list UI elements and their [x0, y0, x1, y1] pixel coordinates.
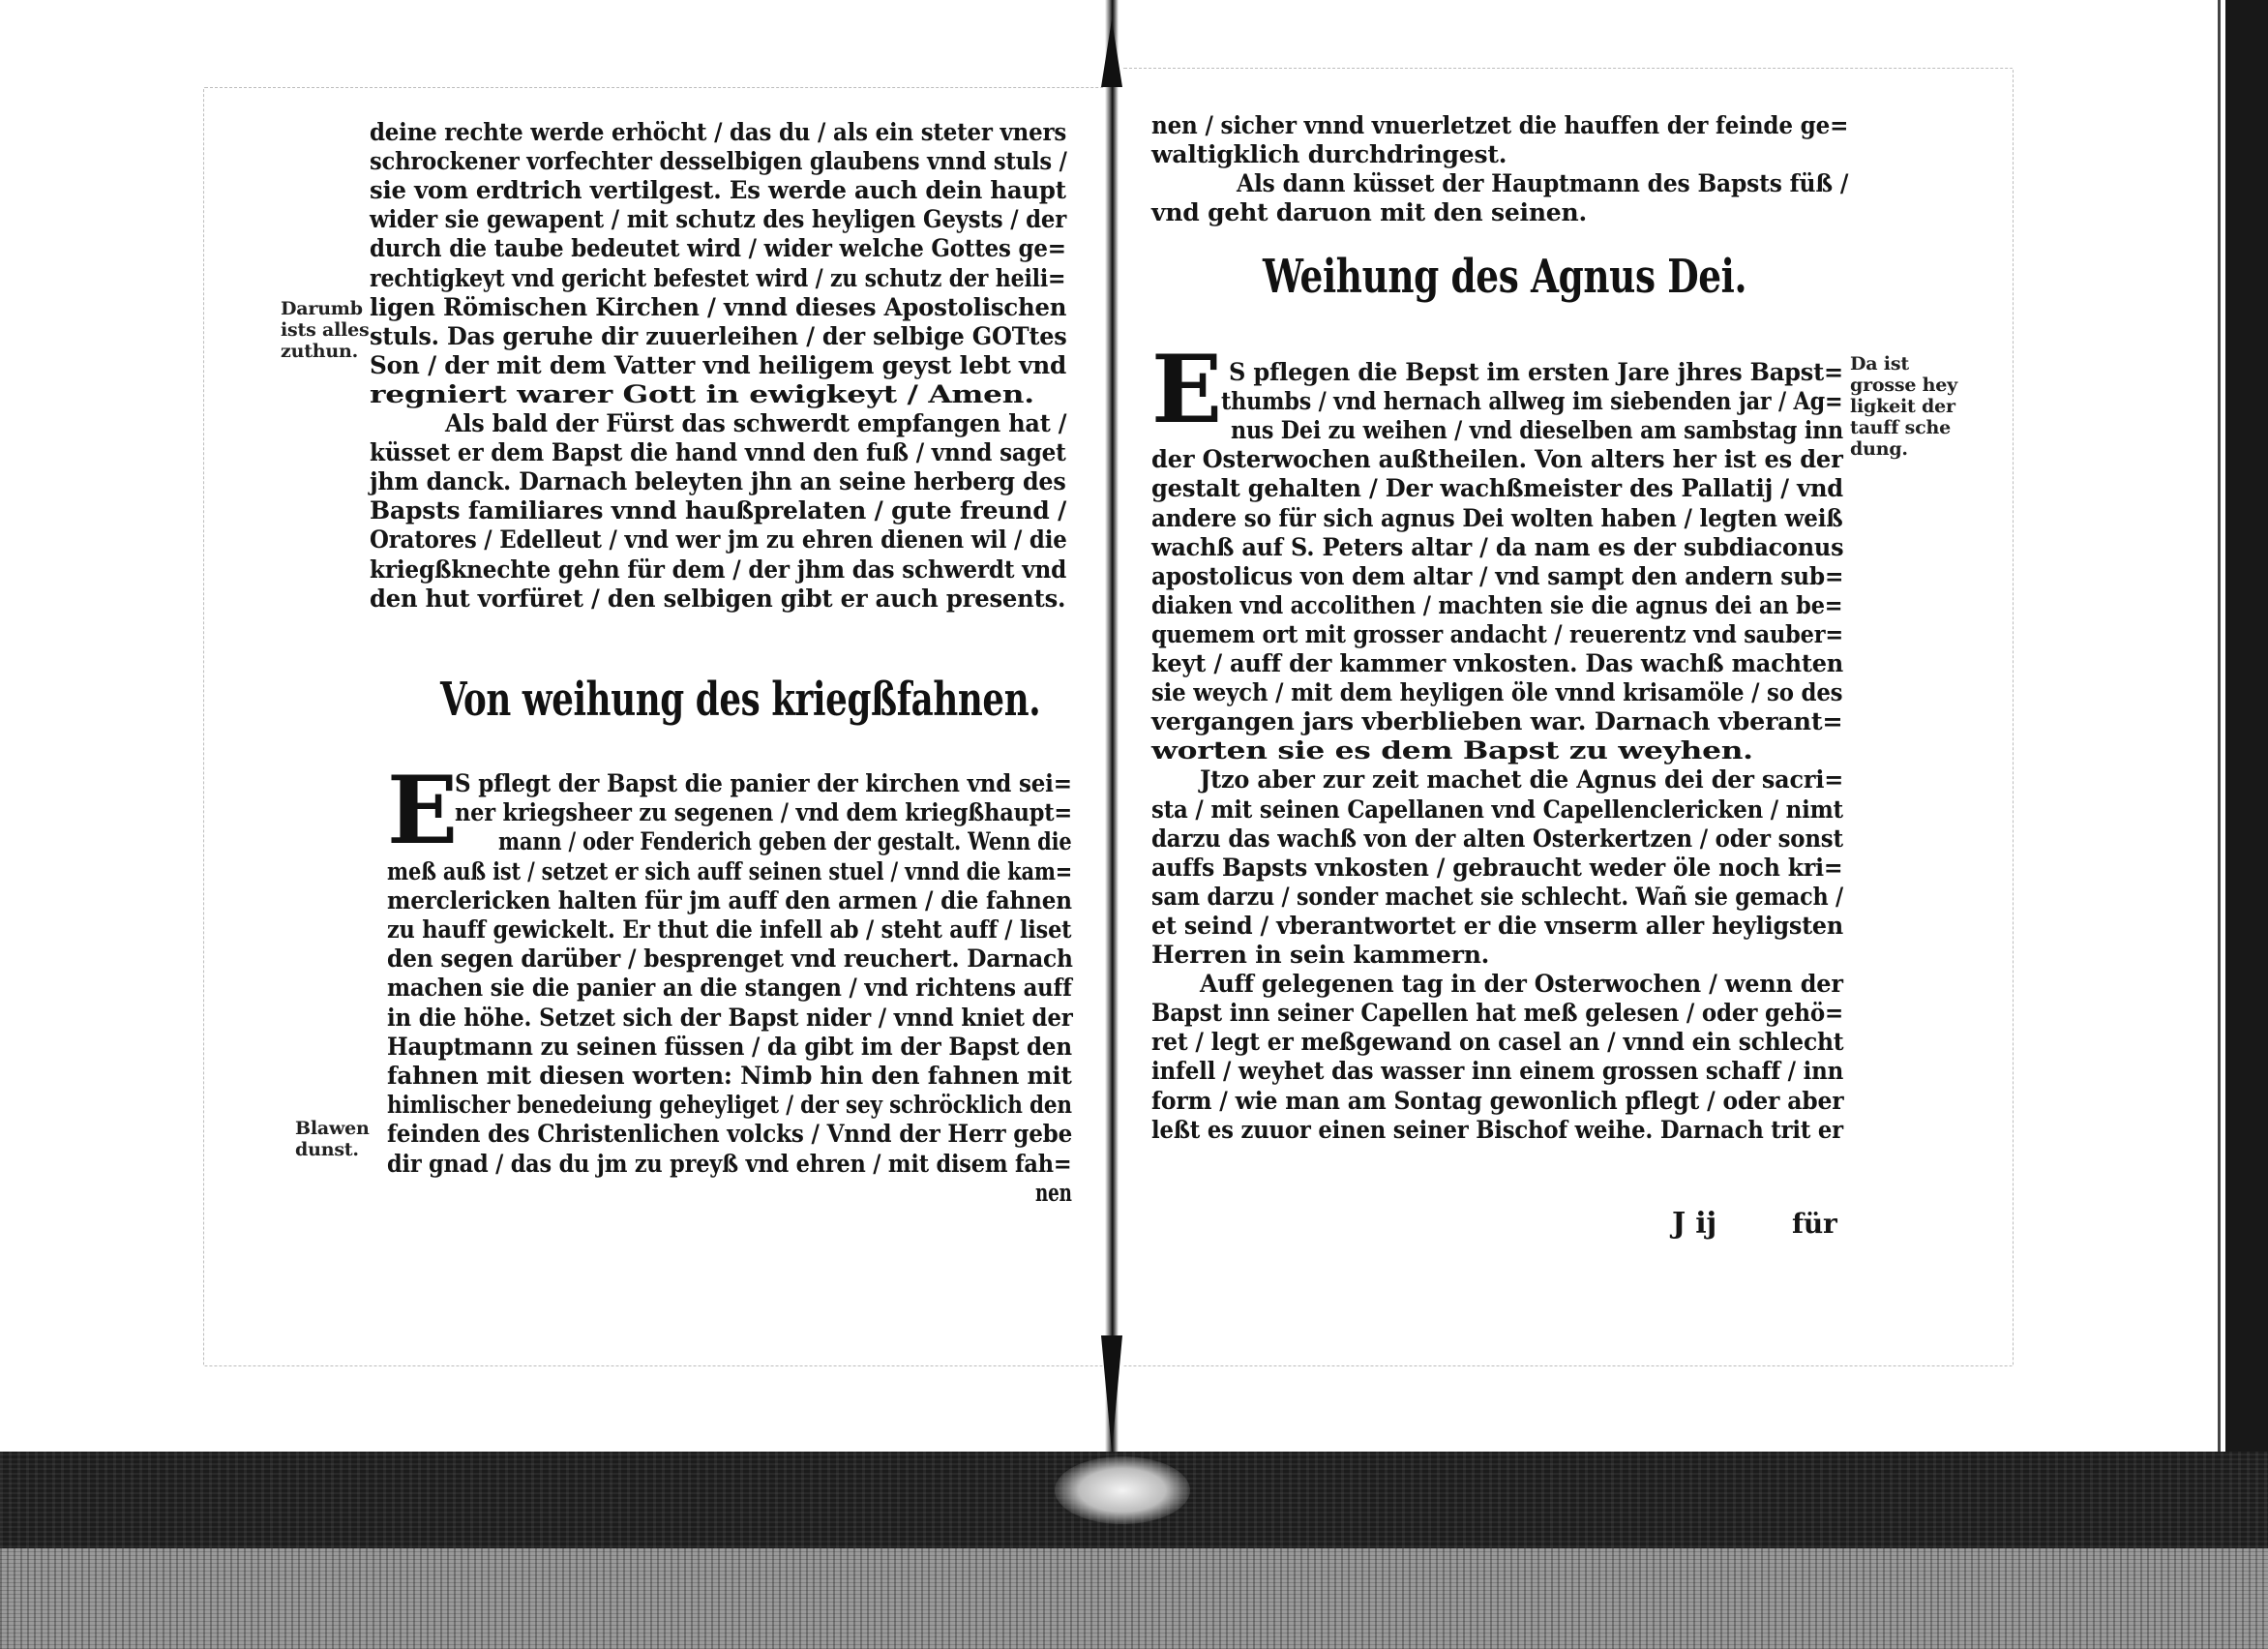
text-line: mann / oder Fenderich geben der gestalt. Wenn die — [498, 827, 1072, 856]
text-line: Oratores / Edelleut / vnd wer jm zu ehren dienen wil / die — [370, 525, 1067, 555]
text-line: fahnen mit diesen worten: Nimb hin den fahnen mit — [387, 1062, 1072, 1090]
text-line: nus Dei zu weihen / vnd dieselben am sambstag inn — [1231, 416, 1844, 445]
text-line: sam darzu / sonder machet sie schlecht. Wañ sie gemach / — [1151, 882, 1843, 911]
text-line: vergangen jars vberblieben war. Darnach vberant= — [1151, 707, 1843, 736]
margin-note-line: Darumb — [281, 298, 363, 319]
text-line: feinden des Christenlichen volcks / Vnnd der Herr gebe — [387, 1120, 1073, 1149]
text-line: merclericken halten für jm auff den armen / die fahnen — [387, 885, 1072, 914]
text-line: Auff gelegenen tag in der Osterwochen / wenn der — [1200, 970, 1843, 999]
text-line: wider sie gewapent / mit schutz des heyligen Geysts / der — [370, 205, 1067, 234]
text-line: worten sie es dem Bapst zu weyhen. — [1151, 736, 1753, 765]
text-line: sta / mit seinen Capellanen vnd Capellenclericken / nimt — [1151, 795, 1843, 824]
scanner-edge-line — [2218, 0, 2221, 1471]
text-line: gestalt gehalten / Der wachßmeister des Pallatij / vnd — [1151, 474, 1843, 503]
text-line: stuls. Das geruhe dir zuuerleihen / der selbige GOTtes — [370, 321, 1067, 350]
margin-note-line: ligkeit der — [1850, 396, 1955, 417]
text-line: wachß auf S. Peters altar / da nam es der subdiaconus — [1151, 532, 1844, 561]
signature-mark: J ij — [1672, 1207, 1717, 1241]
text-line: sie weych / mit dem heyligen öle vnnd krisamöle / so des — [1151, 678, 1843, 707]
text-line: ret / legt er meßgewand on casel an / vnnd ein schlecht — [1151, 1028, 1844, 1057]
text-line: Bapst inn seiner Capellen hat meß gelesen / oder gehö= — [1151, 999, 1844, 1028]
scanner-border-right — [2225, 0, 2268, 1548]
text-line: machen sie die panier an die stangen / vnd richtens auff — [387, 974, 1072, 1003]
text-line: Son / der mit dem Vatter vnd heiligem geyst lebt vnd — [370, 350, 1067, 379]
text-line: keyt / auff der kammer vnkosten. Das wachß machten — [1151, 649, 1844, 677]
margin-note-line: Blawen — [295, 1118, 370, 1139]
scanner-glare — [1055, 1456, 1190, 1524]
text-line: darzu das wachß von der alten Osterkertzen / oder sonst — [1151, 824, 1843, 853]
text-line: Jtzo aber zur zeit machet die Agnus dei der sacri= — [1200, 765, 1844, 795]
text-line: kriegßknechte gehn für dem / der jhm das schwerdt vnd — [370, 555, 1067, 584]
left-page-heading: Von weihung des kriegßfahnen. — [440, 673, 1041, 727]
text-line: regniert warer Gott in ewigkeyt / Amen. — [370, 379, 1034, 408]
margin-note-line: ists alles — [281, 319, 370, 341]
text-line: andere so für sich agnus Dei wolten haben / legten weiß — [1151, 503, 1843, 532]
text-line: S pflegt der Bapst die panier der kirchen vnd sei= — [455, 769, 1072, 797]
text-line: durch die taube bedeutet wird / wider welche Gottes ge= — [370, 234, 1066, 263]
text-line: leßt es zuuor einen seiner Bischof weihe. Darnach trit er — [1151, 1115, 1843, 1144]
text-line: Als dann küsset der Hauptmann des Bapsts füß / — [1237, 169, 1849, 197]
margin-note-line: Da ist — [1850, 353, 1909, 375]
text-line: in die höhe. Setzet sich der Bapst nider / vnnd kniet der — [387, 1003, 1073, 1032]
text-line: dir gnad / das du jm zu preyß vnd ehren / mit disem fah= — [387, 1149, 1072, 1178]
text-line: waltigklich durchdringest. — [1151, 140, 1507, 168]
text-line: Als bald der Fürst das schwerdt empfangen hat / — [445, 409, 1067, 437]
margin-note-line: dung. — [1850, 438, 1908, 460]
text-line: auffs Bapsts vnkosten / gebraucht weder öle noch kri= — [1151, 853, 1843, 882]
text-line: deine rechte werde erhöcht / das du / als ein steter vners — [370, 118, 1067, 146]
text-line: quemem ort mit grosser andacht / reuerentz vnd sauber= — [1151, 619, 1843, 648]
text-line: rechtigkeyt vnd gericht befestet wird / zu schutz der heili= — [370, 263, 1066, 292]
margin-note-line: grosse hey — [1850, 375, 1958, 396]
text-line: den hut vorfüret / den selbigen gibt er auch presents. — [370, 584, 1066, 613]
left-page-dropcap: E — [387, 756, 458, 865]
text-line: nen / sicher vnnd vnuerletzet die hauffen der feinde ge= — [1151, 111, 1849, 139]
text-line: et seind / vberantwortet er die vnserm aller heyligsten — [1151, 911, 1844, 940]
text-line: schrockener vorfechter desselbigen glaubens vnnd stuls / — [370, 147, 1067, 176]
text-line: Herren in sein kammern. — [1151, 941, 1490, 969]
text-line: der Osterwochen außtheilen. Von alters her ist es der — [1151, 445, 1843, 474]
margin-note-line: tauff sche — [1850, 417, 1952, 438]
text-line: meß auß ist / setzet er sich auff seinen stuel / vnnd die kam= — [387, 856, 1073, 885]
text-line: apostolicus von dem altar / vnd sampt den andern sub= — [1151, 561, 1844, 590]
text-line: Bapsts familiares vnnd haußprelaten / gute freund / — [370, 496, 1067, 525]
text-line: küsset er dem Bapst die hand vnnd den fuß / vnnd saget — [370, 438, 1066, 467]
text-line: nen — [1035, 1178, 1072, 1207]
text-line: diaken vnd accolithen / machten sie die agnus dei an be= — [1151, 590, 1843, 619]
text-line: ligen Römischen Kirchen / vnnd dieses Apostolischen — [370, 292, 1067, 321]
text-line: jhm danck. Darnach beleyten jhn an seine herberg des — [370, 467, 1066, 496]
margin-note-line: zuthun. — [281, 341, 359, 362]
text-line: S pflegen die Bepst im ersten Jare jhres Bapst= — [1229, 358, 1844, 386]
margin-note-line: dunst. — [295, 1139, 359, 1160]
text-line: Hauptmann zu seinen füssen / da gibt im der Bapst den — [387, 1032, 1072, 1061]
text-line: sie vom erdtrich vertilgest. Es werde auch dein haupt — [370, 176, 1066, 205]
text-line: himlischer benedeiung geheyliget / der sey schröcklich den — [387, 1091, 1072, 1120]
text-line: form / wie man am Sontag gewonlich pflegt / oder aber — [1151, 1086, 1844, 1115]
right-page-dropcap: E — [1151, 335, 1222, 444]
text-line: thumbs / vnd hernach allweg im siebenden jar / Ag= — [1221, 387, 1843, 416]
text-line: zu hauff gewickelt. Er thut die infell ab / steht auff / liset — [387, 915, 1072, 944]
text-line: ner kriegsheer zu segenen / vnd dem kriegßhaupt= — [455, 798, 1072, 827]
catchword: für — [1792, 1208, 1837, 1240]
text-line: den segen darüber / besprenget vnd reuchert. Darnach — [387, 944, 1073, 974]
text-line: infell / weyhet das wasser inn einem grossen schaff / inn — [1151, 1057, 1844, 1086]
scanner-bed — [0, 1548, 2268, 1649]
text-line: vnd geht daruon mit den seinen. — [1151, 198, 1587, 226]
right-page-heading: Weihung des Agnus Dei. — [1263, 250, 1747, 304]
